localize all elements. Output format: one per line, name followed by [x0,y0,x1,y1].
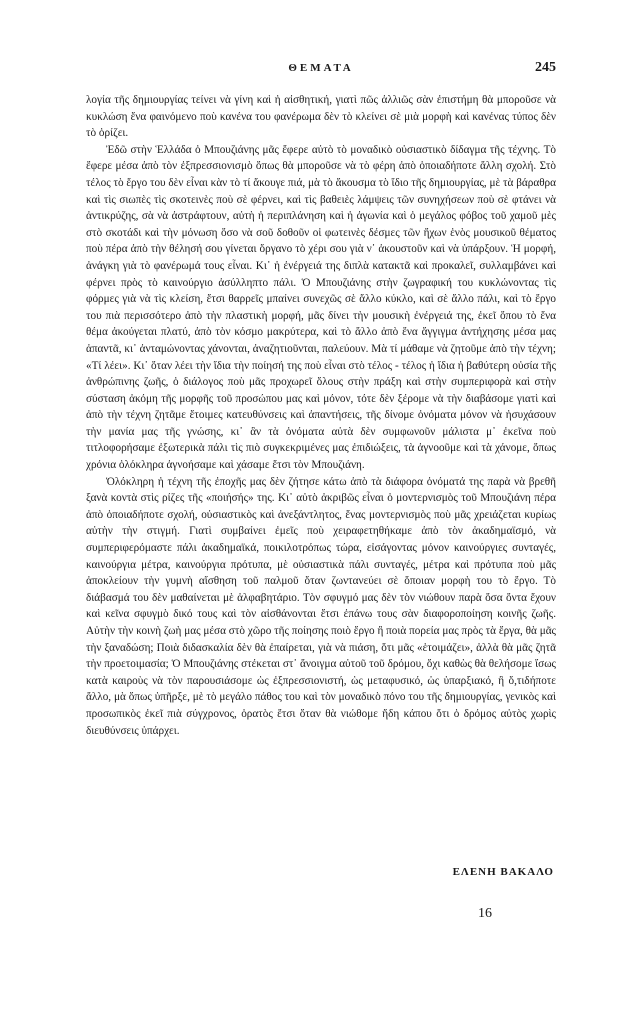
paragraph-bouzianis-lesson: Ἐδῶ στὴν Ἑλλάδα ὁ Μπουζιάνης μᾶς ἔφερε αὐτὸ τὸ μοναδικὸ οὐσιαστικὸ δίδαγμα τῆς τέχνης. Τὸ ἔφερε μέσα ἀπὸ τὸν ἐξπρεσσιονισμὸ ὅπως θὰ μποροῦσε νὰ τὸ φέρη ἀπὸ ὁποιαδήποτε ἄλλη σχολή. Στὸ τέλος τὸ ἔργο του δὲν εἶναι κὰν τὸ τί ἄκουγε πιά, μὰ τὸ ἄκουσμα τὸ ἴδιο τῆς δημιουργίας, μὲ τὰ βάραθρα καὶ τὶς σιωπὲς τὶς σκοτεινὲς ποὺ σὲ φέρνει, καὶ τὶς βαθειὲς λάμψεις τῶν συνηχήσεων ποὺ σὲ φτάνει νὰ ἀντικρύζης, σὰ νὰ ἀστράφτουν, αὐτὴ ἡ περιπλάνηση καὶ ἡ ἀγωνία καὶ ὁ μεγάλος φόβος τοῦ χαμοῦ μὲς στὸ σκοτάδι καὶ τὴν μόνωση ὅσο νὰ σοῦ δοθοῦν οἱ φωτεινὲς δέσμες τῶν ἤχων ἑνὸς μουσικοῦ θέματος ποὺ πέρα ἀπὸ τὴν θέλησή σου γίνεται ὄργανο τὸ χέρι σου γιὰ ν᾿ ἀκουστοῦν καὶ νὰ ὑπάρξουν. Ἡ μορφή, ἀνάγκη γιὰ τὸ φανέρωμά τους εἶναι. Κι᾿ ἡ ἐνέργειά της διπλὰ κατακτᾶ καὶ προκαλεῖ, συλλαμβάνει καὶ φέρνει πρὸς τὸ καινούργιο ἀσύλληπτο πάλι. Ὁ Μπουζιάνης στὴν ζωγραφική του κυκλώνοντας τὶς φόρμες γιὰ νὰ τὶς κλείση, ἔτσι θαρρεῖς μπαίνει συνεχῶς σὲ ἄλλο κύκλο, καὶ σὲ ἄλλο πάλι, καὶ τὸ ἔργο του πιὰ περισσότερο ἀπὸ τὴν πλαστικὴ μορφή, μᾶς δίνει τὴν μουσικὴ ἐνέργειά της, ἐκεῖ ὅπου τὸ ἕνα θέμα ἀκούγεται πλατύ, ἀπὸ τὸν κόσμο μακρύτερα, καὶ τὸ ἄλλο ἀπὸ ἕνα ἄγγιγμα ἀντήχησης μέσα μας ἀπαντᾶ, κι᾿ ἀνταμώνοντας χάνονται, ἀναζητιοῦνται, παλεύουν. Μὰ τί μάθαμε νὰ ζητοῦμε ἀπὸ τὴν τέχνη; «Τί λέει». Κι᾿ ὅταν λέει τὴν ἴδια τὴν ποίησή της ποὺ εἶναι στὸ τέλος - τέλος ἡ ἴδια ἡ βαθύτερη οὐσία τῆς ἀνθρώπινης ζωῆς, ὁ διάλογος ποὺ μᾶς προχωρεῖ ὅλους στὴν πράξη καὶ στὴν συμπεριφορὰ καὶ στὴν σύσταση ἀκόμη τῆς μορφῆς τοῦ προσώπου μας καὶ μόνον, τότε δὲν ξέρομε νὰ τὴν διαβάσομε γιατὶ καὶ ἀπὸ τὴν τέχνη ζητᾶμε ἕτοιμες κατευθύνσεις καὶ ἀπαντήσεις, τῆς δίνομε ὀνόματα μόνον νὰ ἡσυχάσουν τὴν μανία μας τῆς γνώσης, κι᾿ ἂν τὰ ὀνόματα αὐτὰ δὲν συμφωνοῦν μάλιστα μ᾿ ἐκεῖνα ποὺ τιτλοφορήσαμε ἐξωτερικὰ πάλι τὶς πιὸ συγκεκριμένες μας ἐπιδιώξεις, τὰ ἀγνοοῦμε καὶ τὰ χάνομε, ὅπως χρόνια ὁλόκληρα ἀγνοήσαμε καὶ χάσαμε ἔτσι τὸν Μπουζιάνη. [86,143,556,472]
running-head-title: ΘΕΜΑΤΑ [288,62,354,74]
paragraph-continuation: λογία τῆς δημιουργίας τείνει νὰ γίνη καὶ ἡ αἰσθητική, γιατὶ πῶς ἀλλιῶς σὰν ἐπιστήμη θὰ μποροῦσε νὰ κυκλώση ἕνα φαινόμενο ποὺ κανένα του φανέρωμα δὲν τὸ κλείνει σὲ μιὰ μορφὴ καὶ κανένας τύπος δὲν τὸ ὁρίζει. [86,94,556,140]
paragraph-modern-art: Ὁλόκληρη ἡ τέχνη τῆς ἐποχῆς μας δὲν ζήτησε κάτω ἀπὸ τὰ διάφορα ὀνόματά της παρὰ νὰ βρεθῆ ξανὰ κοντὰ στὶς ρίζες τῆς «ποιήσής» της. Κι᾿ αὐτὸ ἀκριβῶς εἶναι ὁ μοντερνισμὸς τοῦ Μπουζιάνη πέρα ἀπὸ ὁποιαδήποτε σχολή, οὐσιαστικὸς καὶ ἀνεξάντλητος, ἕνας μοντερνισμὸς ποὺ μᾶς χρειάζεται κυρίως αὐτὴν τὴν στιγμή. Γιατὶ συμβαίνει ἐμεῖς ποὺ χειραφετηθήκαμε ἀπὸ τὸν ἀκαδημαϊσμό, νὰ συμπεριφερόμαστε πάλι ἀκαδημαϊκά, ποικιλοτρόπως τώρα, εἰσάγοντας μόνον καινούργιες συνταγές, καινούργια μέτρα, καινούργια πρότυπα, μὲ οὐσιαστικὰ πάλι συνταγές, μέτρα καὶ πρότυπα ποὺ μᾶς ἀποκλείουν τὴν γυμνὴ αἴσθηση τοῦ παλμοῦ ὅταν ζωντανεύει σὲ ὅποιαν μορφὴ του τὸ ἔργο. Τὸ διάβασμά του δὲν μαθαίνεται μὲ ἀλφαβητάριο. Τὸν σφυγμό μας δὲν τὸν νιώθουν παρὰ ὅσα ὄντα ἔχουν καὶ κεῖνα σφυγμὸ δικό τους καὶ τὸν αἰσθάνονται ἔτσι ἐπάνω τους σὰν διαφοροποίηση κοινῆς ζωῆς. Αὐτὴν τὴν κοινὴ ζωὴ μας μέσα στὸ χῶρο τῆς ποίησης ποιὸ ἔργο ἢ ποιὰ πορεία μας πρὸς τὰ ἔργα, θὰ μᾶς τὴν ξαναδώση; Ποιὰ διδασκαλία δὲν θὰ ἐπαίρεται, γιὰ νὰ πιάση, ὅτι μᾶς «ἑτοιμάζει», ἀλλὰ θὰ μᾶς ζητᾶ τὴν προετοιμασία; Ὁ Μπουζιάνης στέκεται στ᾿ ἄνοιγμα αὐτοῦ τοῦ δρόμου, ὄχι καθὼς θὰ θελήσομε ἴσως κατὰ καιροὺς νὰ τὸν παρουσιάσομε ὡς ἐξπρεσσιονιστή, ὡς μεταφυσικό, ὡς ὑπαρξιακό, ἢ ὅ,τιδήποτε ἄλλο, μὰ ὅπως ὑπῆρξε, μὲ τὸ μεγάλο πάθος του καὶ τὸν μοναδικὸ πόνο του τῆς δημιουργίας, γενικὸς καὶ προσωπικὸς ἐκεῖ πιὰ σύγχρονος, ὁρατὸς ἔτσι ὅταν θὰ νιώθομε ἤδη κάπου ὅτι ὁ δρόμος αὐτὸς χωρὶς διευθύνσεις ὑπάρχει. [86,475,556,737]
page-header [86,62,556,80]
article-body [86,92,556,739]
signature-mark: 16 [478,906,492,921]
page-number: 245 [535,60,556,75]
author-signature: ΕΛΕΝΗ ΒΑΚΑΛΟ [452,866,554,878]
